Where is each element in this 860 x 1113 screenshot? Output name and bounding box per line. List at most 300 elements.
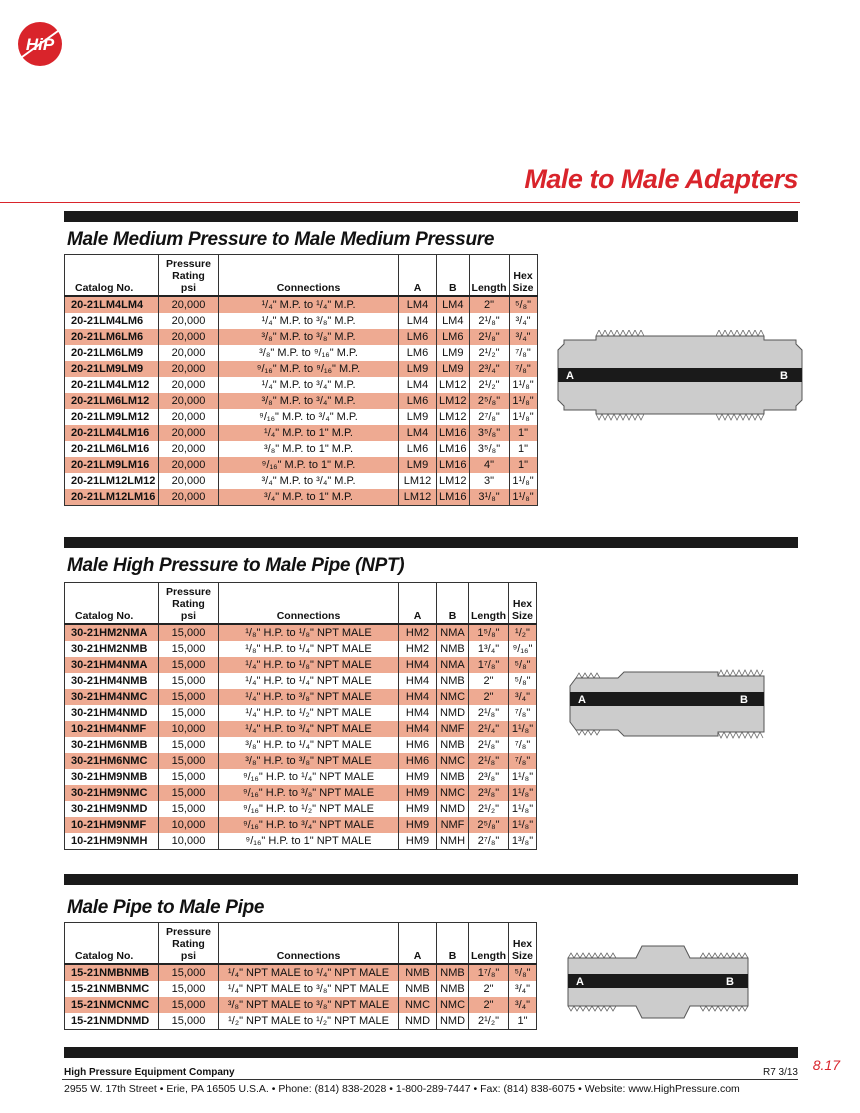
cell-psi: 20,000	[159, 393, 219, 409]
footer-revision: R7 3/13	[762, 1067, 798, 1078]
cell-a: HM9	[399, 785, 437, 801]
table-row	[65, 313, 538, 329]
cell-psi: 15,000	[159, 737, 219, 753]
col-header-hex	[509, 923, 537, 965]
col-header-hex-text: Hex	[513, 270, 533, 282]
col-header-length	[469, 255, 509, 297]
cell-b: LM12	[437, 409, 470, 425]
adapter-diagram-mp-mp	[556, 330, 806, 424]
table-row	[65, 737, 537, 753]
table-row	[65, 769, 537, 785]
col-header-hex-text: Hex	[512, 598, 533, 610]
col-header-a	[399, 583, 437, 625]
footer-company: High Pressure Equipment Company	[64, 1067, 235, 1078]
cell-conn: ³/₈" M.P. to ³/₈" M.P.	[219, 329, 399, 345]
cell-b: LM16	[437, 425, 470, 441]
col-header-catalog-text: Catalog No.	[75, 950, 134, 962]
cell-a: HM9	[399, 833, 437, 850]
cell-cat: 10-21HM9NMH	[65, 833, 159, 850]
cell-b: LM16	[437, 457, 470, 473]
col-header-length-text: Length	[471, 282, 507, 294]
cell-hex: 1¹/₈"	[509, 769, 537, 785]
cell-b: NMA	[437, 624, 469, 641]
cell-psi: 10,000	[159, 833, 219, 850]
col-header-catalog	[65, 255, 159, 297]
section-divider	[64, 537, 798, 548]
col-header-length	[469, 923, 509, 965]
col-header-b-text: B	[448, 282, 457, 294]
cell-conn: ⁹/₁₆" H.P. to 1" NPT MALE	[219, 833, 399, 850]
cell-cat: 15-21NMBNMC	[65, 981, 159, 997]
cell-cat: 30-21HM9NMB	[65, 769, 159, 785]
cell-len: 2"	[469, 296, 509, 313]
table-row	[65, 705, 537, 721]
cell-len: 2"	[469, 997, 509, 1013]
cell-a: LM4	[399, 425, 437, 441]
cell-conn: ⁹/₁₆" H.P. to ¹/₄" NPT MALE	[219, 769, 399, 785]
table-row	[65, 785, 537, 801]
cell-len: 2¹/₂"	[469, 377, 509, 393]
cell-cat: 20-21LM9LM9	[65, 361, 159, 377]
cell-a: LM9	[399, 409, 437, 425]
cell-hex: ¹/₂"	[509, 624, 537, 641]
col-header-connections-text: Connections	[276, 282, 341, 294]
cell-a: HM4	[399, 705, 437, 721]
col-header-b	[437, 583, 469, 625]
cell-cat: 20-21LM4LM4	[65, 296, 159, 313]
cell-cat: 30-21HM4NMD	[65, 705, 159, 721]
cell-psi: 15,000	[159, 673, 219, 689]
cell-cat: 20-21LM9LM12	[65, 409, 159, 425]
cell-b: NMD	[437, 1013, 469, 1030]
cell-hex: 1¹/₈"	[509, 377, 537, 393]
cell-len: 1⁷/₈"	[469, 657, 509, 673]
cell-hex: 1"	[509, 425, 537, 441]
cell-conn: ³/₄" M.P. to ³/₄" M.P.	[219, 473, 399, 489]
cell-cat: 30-21HM9NMD	[65, 801, 159, 817]
cell-len: 1⁵/₈"	[469, 624, 509, 641]
table-row	[65, 657, 537, 673]
cell-conn: ³/₈" M.P. to 1" M.P.	[219, 441, 399, 457]
cell-len: 2"	[469, 981, 509, 997]
cell-a: HM4	[399, 657, 437, 673]
cell-len: 1³/₄"	[469, 641, 509, 657]
cell-a: NMB	[399, 964, 437, 981]
cell-hex: ⁵/₈"	[509, 657, 537, 673]
cell-b: NMD	[437, 801, 469, 817]
col-header-pressure	[159, 923, 219, 965]
cell-len: 2¹/₈"	[469, 329, 509, 345]
cell-b: LM9	[437, 345, 470, 361]
col-header-pressure-text: Rating	[172, 938, 205, 950]
cell-b: NMC	[437, 753, 469, 769]
cell-psi: 20,000	[159, 489, 219, 506]
logo-text: HiP	[25, 35, 55, 54]
col-header-pressure-text: psi	[180, 282, 197, 294]
cell-len: 2⁷/₈"	[469, 409, 509, 425]
cell-psi: 15,000	[159, 785, 219, 801]
cell-conn: ³/₈" NPT MALE to ³/₈" NPT MALE	[219, 997, 399, 1013]
cell-hex: ³/₄"	[509, 313, 537, 329]
cell-cat: 30-21HM6NMB	[65, 737, 159, 753]
cell-conn: ¹/₄" H.P. to ³/₈" NPT MALE	[219, 689, 399, 705]
table-row	[65, 624, 537, 641]
table-row	[65, 457, 538, 473]
cell-hex: 1"	[509, 1013, 537, 1030]
cell-b: NMB	[437, 964, 469, 981]
cell-cat: 30-21HM2NMA	[65, 624, 159, 641]
cell-hex: ⁹/₁₆"	[509, 641, 537, 657]
cell-cat: 10-21HM4NMF	[65, 721, 159, 737]
cell-psi: 15,000	[159, 981, 219, 997]
cell-b: NMF	[437, 721, 469, 737]
cell-hex: ⁷/₈"	[509, 753, 537, 769]
cell-hex: 1¹/₈"	[509, 489, 537, 506]
adapter-diagram-npt-npt	[566, 944, 750, 1020]
cell-cat: 30-21HM4NMB	[65, 673, 159, 689]
cell-b: LM12	[437, 473, 470, 489]
cell-b: NMH	[437, 833, 469, 850]
cell-psi: 10,000	[159, 721, 219, 737]
cell-a: LM6	[399, 329, 437, 345]
cell-len: 3¹/₈"	[469, 489, 509, 506]
cell-b: NMF	[437, 817, 469, 833]
cell-hex: ³/₄"	[509, 981, 537, 997]
cell-cat: 15-21NMBNMB	[65, 964, 159, 981]
table-header-row	[65, 583, 537, 625]
table-row	[65, 817, 537, 833]
table-row	[65, 753, 537, 769]
cell-a: LM9	[399, 361, 437, 377]
cell-a: LM12	[399, 489, 437, 506]
cell-b: NMB	[437, 981, 469, 997]
cell-hex: 1¹/₈"	[509, 721, 537, 737]
cell-cat: 30-21HM4NMA	[65, 657, 159, 673]
col-header-pressure-text: Pressure	[166, 926, 211, 938]
port-a-label: A	[576, 976, 584, 988]
cell-cat: 20-21LM6LM9	[65, 345, 159, 361]
col-header-pressure	[159, 255, 219, 297]
table-row	[65, 393, 538, 409]
cell-psi: 20,000	[159, 329, 219, 345]
hip-logo	[17, 21, 63, 67]
cell-cat: 20-21LM4LM16	[65, 425, 159, 441]
port-b-label: B	[726, 976, 734, 988]
cell-len: 2¹/₈"	[469, 753, 509, 769]
col-header-a-text: A	[413, 282, 422, 294]
cell-conn: ⁹/₁₆" M.P. to 1" M.P.	[219, 457, 399, 473]
cell-conn: ¹/₄" NPT MALE to ³/₈" NPT MALE	[219, 981, 399, 997]
table-row	[65, 964, 537, 981]
cell-conn: ¹/₄" NPT MALE to ¹/₄" NPT MALE	[219, 964, 399, 981]
col-header-hex-text: Hex	[512, 938, 533, 950]
cell-b: NMB	[437, 641, 469, 657]
cell-cat: 20-21LM6LM16	[65, 441, 159, 457]
cell-hex: 1"	[509, 441, 537, 457]
cell-b: NMC	[437, 785, 469, 801]
col-header-length	[469, 583, 509, 625]
cell-b: NMB	[437, 737, 469, 753]
col-header-connections-text: Connections	[276, 950, 341, 962]
cell-a: HM9	[399, 817, 437, 833]
cell-a: HM6	[399, 737, 437, 753]
cell-cat: 15-21NMCNMC	[65, 997, 159, 1013]
cell-cat: 30-21HM6NMC	[65, 753, 159, 769]
table-row	[65, 377, 538, 393]
col-header-catalog	[65, 923, 159, 965]
cell-b: LM12	[437, 393, 470, 409]
section-divider	[64, 211, 798, 222]
cell-conn: ³/₈" H.P. to ¹/₄" NPT MALE	[219, 737, 399, 753]
cell-hex: 1³/₈"	[509, 833, 537, 850]
col-header-length-text: Length	[471, 950, 506, 962]
cell-hex: 1¹/₈"	[509, 393, 537, 409]
cell-psi: 15,000	[159, 689, 219, 705]
cell-hex: 1"	[509, 457, 537, 473]
cell-b: LM6	[437, 329, 470, 345]
cell-a: HM9	[399, 769, 437, 785]
cell-conn: ¹/₄" M.P. to ¹/₄" M.P.	[219, 296, 399, 313]
cell-cat: 20-21LM6LM12	[65, 393, 159, 409]
table-row	[65, 801, 537, 817]
cell-conn: ⁹/₁₆" M.P. to ⁹/₁₆" M.P.	[219, 361, 399, 377]
footer-rule	[62, 1079, 798, 1080]
table-header-row	[65, 923, 537, 965]
cell-conn: ³/₄" M.P. to 1" M.P.	[219, 489, 399, 506]
cell-len: 4"	[469, 457, 509, 473]
cell-conn: ⁹/₁₆" H.P. to ³/₄" NPT MALE	[219, 817, 399, 833]
col-header-catalog-text: Catalog No.	[75, 282, 134, 294]
cell-len: 3⁵/₈"	[469, 441, 509, 457]
cell-len: 2⁵/₈"	[469, 393, 509, 409]
col-header-hex	[509, 583, 537, 625]
cell-hex: 1¹/₈"	[509, 785, 537, 801]
cell-a: NMD	[399, 1013, 437, 1030]
col-header-a-text: A	[413, 610, 422, 622]
cell-cat: 30-21HM2NMB	[65, 641, 159, 657]
adapter-diagram-hp-npt	[568, 664, 768, 744]
col-header-pressure	[159, 583, 219, 625]
section-title-mp-mp: Male Medium Pressure to Male Medium Pressure	[67, 229, 495, 250]
cell-psi: 10,000	[159, 817, 219, 833]
cell-psi: 20,000	[159, 457, 219, 473]
col-header-pressure-text: psi	[180, 950, 197, 962]
cell-b: LM9	[437, 361, 470, 377]
footer-divider	[64, 1047, 798, 1058]
table-header-row	[65, 255, 538, 297]
cell-a: HM9	[399, 801, 437, 817]
spec-table-npt-npt	[64, 922, 537, 1030]
cell-conn: ¹/₈" H.P. to ¹/₈" NPT MALE	[219, 624, 399, 641]
col-header-hex	[509, 255, 537, 297]
cell-psi: 20,000	[159, 345, 219, 361]
col-header-a	[399, 923, 437, 965]
cell-hex: ⁵/₈"	[509, 964, 537, 981]
cell-a: LM4	[399, 296, 437, 313]
cell-b: NMC	[437, 689, 469, 705]
cell-psi: 20,000	[159, 409, 219, 425]
col-header-hex-text: Size	[511, 950, 533, 962]
cell-hex: 1¹/₈"	[509, 801, 537, 817]
footer-address: 2955 W. 17th Street • Erie, PA 16505 U.S.A. • Phone: (814) 838-2028 • 1-800-289-7447 • Fax: (814) 838-6075 • Website: www.HighPressure.com	[64, 1083, 740, 1095]
cell-psi: 15,000	[159, 769, 219, 785]
col-header-pressure-text: psi	[180, 610, 197, 622]
cell-a: LM4	[399, 377, 437, 393]
cell-psi: 15,000	[159, 705, 219, 721]
table-row	[65, 329, 538, 345]
port-b-label: B	[780, 370, 788, 382]
col-header-connections	[219, 923, 399, 965]
col-header-catalog	[65, 583, 159, 625]
cell-cat: 20-21LM12LM16	[65, 489, 159, 506]
table-row	[65, 489, 538, 506]
cell-len: 2⁵/₈"	[469, 817, 509, 833]
cell-b: NMB	[437, 769, 469, 785]
cell-psi: 20,000	[159, 313, 219, 329]
table-row	[65, 441, 538, 457]
cell-hex: ³/₄"	[509, 689, 537, 705]
cell-hex: ³/₄"	[509, 329, 537, 345]
title-rule	[0, 202, 800, 203]
cell-len: 2⁷/₈"	[469, 833, 509, 850]
col-header-catalog-text: Catalog No.	[75, 610, 134, 622]
cell-a: LM4	[399, 313, 437, 329]
cell-len: 2¹/₂"	[469, 801, 509, 817]
cell-hex: 1¹/₈"	[509, 409, 537, 425]
cell-len: 2¹/₂"	[469, 1013, 509, 1030]
cell-hex: 1¹/₈"	[509, 473, 537, 489]
port-b-label: B	[740, 694, 748, 706]
cell-a: HM2	[399, 641, 437, 657]
cell-cat: 20-21LM4LM12	[65, 377, 159, 393]
col-header-pressure-text: Rating	[172, 598, 205, 610]
table-row	[65, 689, 537, 705]
table-row	[65, 673, 537, 689]
cell-b: LM16	[437, 489, 470, 506]
col-header-connections	[219, 255, 399, 297]
cell-hex: 1¹/₈"	[509, 817, 537, 833]
spec-table-mp-mp	[64, 254, 538, 506]
cell-hex: ³/₄"	[509, 997, 537, 1013]
cell-cat: 20-21LM9LM16	[65, 457, 159, 473]
table-row	[65, 833, 537, 850]
cell-conn: ³/₈" H.P. to ³/₈" NPT MALE	[219, 753, 399, 769]
cell-conn: ⁹/₁₆" M.P. to ³/₄" M.P.	[219, 409, 399, 425]
cell-a: HM6	[399, 753, 437, 769]
cell-conn: ¹/₂" NPT MALE to ¹/₂" NPT MALE	[219, 1013, 399, 1030]
cell-conn: ¹/₄" M.P. to ³/₄" M.P.	[219, 377, 399, 393]
section-title-npt-npt: Male Pipe to Male Pipe	[67, 897, 265, 918]
col-header-b-text: B	[448, 950, 457, 962]
col-header-connections	[219, 583, 399, 625]
cell-hex: ⁷/₈"	[509, 361, 537, 377]
cell-a: LM6	[399, 345, 437, 361]
cell-b: LM4	[437, 296, 470, 313]
cell-cat: 20-21LM12LM12	[65, 473, 159, 489]
cell-a: HM4	[399, 721, 437, 737]
cell-conn: ⁹/₁₆" H.P. to ³/₈" NPT MALE	[219, 785, 399, 801]
cell-a: NMB	[399, 981, 437, 997]
cell-a: HM2	[399, 624, 437, 641]
cell-psi: 15,000	[159, 641, 219, 657]
cell-conn: ¹/₄" M.P. to ³/₈" M.P.	[219, 313, 399, 329]
col-header-hex-text: Size	[512, 282, 534, 294]
table-row	[65, 361, 538, 377]
table-row	[65, 473, 538, 489]
table-row	[65, 1013, 537, 1030]
spec-table-hp-npt	[64, 582, 537, 850]
col-header-pressure-text: Pressure	[166, 258, 211, 270]
cell-a: LM12	[399, 473, 437, 489]
col-header-connections-text: Connections	[276, 610, 341, 622]
cell-conn: ¹/₄" M.P. to 1" M.P.	[219, 425, 399, 441]
cell-conn: ¹/₄" H.P. to ³/₄" NPT MALE	[219, 721, 399, 737]
cell-hex: ⁷/₈"	[509, 345, 537, 361]
cell-len: 2¹/₄"	[469, 721, 509, 737]
col-header-hex-text: Size	[511, 610, 533, 622]
page-title: Male to Male Adapters	[524, 164, 798, 194]
cell-conn: ³/₈" M.P. to ³/₄" M.P.	[219, 393, 399, 409]
cell-cat: 10-21HM9NMF	[65, 817, 159, 833]
table-row	[65, 641, 537, 657]
section-title-hp-npt: Male High Pressure to Male Pipe (NPT)	[67, 555, 405, 576]
cell-len: 2¹/₂"	[469, 345, 509, 361]
cell-b: LM4	[437, 313, 470, 329]
cell-b: NMB	[437, 673, 469, 689]
cell-b: NMA	[437, 657, 469, 673]
cell-a: LM6	[399, 441, 437, 457]
cell-len: 3"	[469, 473, 509, 489]
table-row	[65, 345, 538, 361]
cell-b: NMD	[437, 705, 469, 721]
col-header-b	[437, 255, 470, 297]
cell-psi: 15,000	[159, 964, 219, 981]
cell-len: 3⁵/₈"	[469, 425, 509, 441]
cell-psi: 15,000	[159, 657, 219, 673]
port-a-label: A	[566, 370, 574, 382]
cell-b: NMC	[437, 997, 469, 1013]
cell-conn: ¹/₄" H.P. to ¹/₂" NPT MALE	[219, 705, 399, 721]
table-row	[65, 721, 537, 737]
cell-a: HM4	[399, 673, 437, 689]
col-header-length-text: Length	[471, 610, 506, 622]
cell-psi: 15,000	[159, 624, 219, 641]
cell-conn: ¹/₈" H.P. to ¹/₄" NPT MALE	[219, 641, 399, 657]
cell-cat: 15-21NMDNMD	[65, 1013, 159, 1030]
cell-hex: ⁷/₈"	[509, 737, 537, 753]
table-row	[65, 296, 538, 313]
port-a-label: A	[578, 694, 586, 706]
col-header-a-text: A	[413, 950, 422, 962]
col-header-b-text: B	[448, 610, 457, 622]
cell-len: 2³/₈"	[469, 785, 509, 801]
table-row	[65, 425, 538, 441]
cell-psi: 20,000	[159, 296, 219, 313]
cell-conn: ³/₈" M.P. to ⁹/₁₆" M.P.	[219, 345, 399, 361]
cell-psi: 20,000	[159, 473, 219, 489]
cell-conn: ¹/₄" H.P. to ¹/₄" NPT MALE	[219, 673, 399, 689]
cell-b: LM16	[437, 441, 470, 457]
table-row	[65, 997, 537, 1013]
cell-len: 2¹/₈"	[469, 737, 509, 753]
col-header-b	[437, 923, 469, 965]
table-row	[65, 409, 538, 425]
cell-cat: 20-21LM4LM6	[65, 313, 159, 329]
cell-psi: 20,000	[159, 441, 219, 457]
cell-len: 2¹/₈"	[469, 705, 509, 721]
cell-psi: 20,000	[159, 425, 219, 441]
cell-a: LM9	[399, 457, 437, 473]
